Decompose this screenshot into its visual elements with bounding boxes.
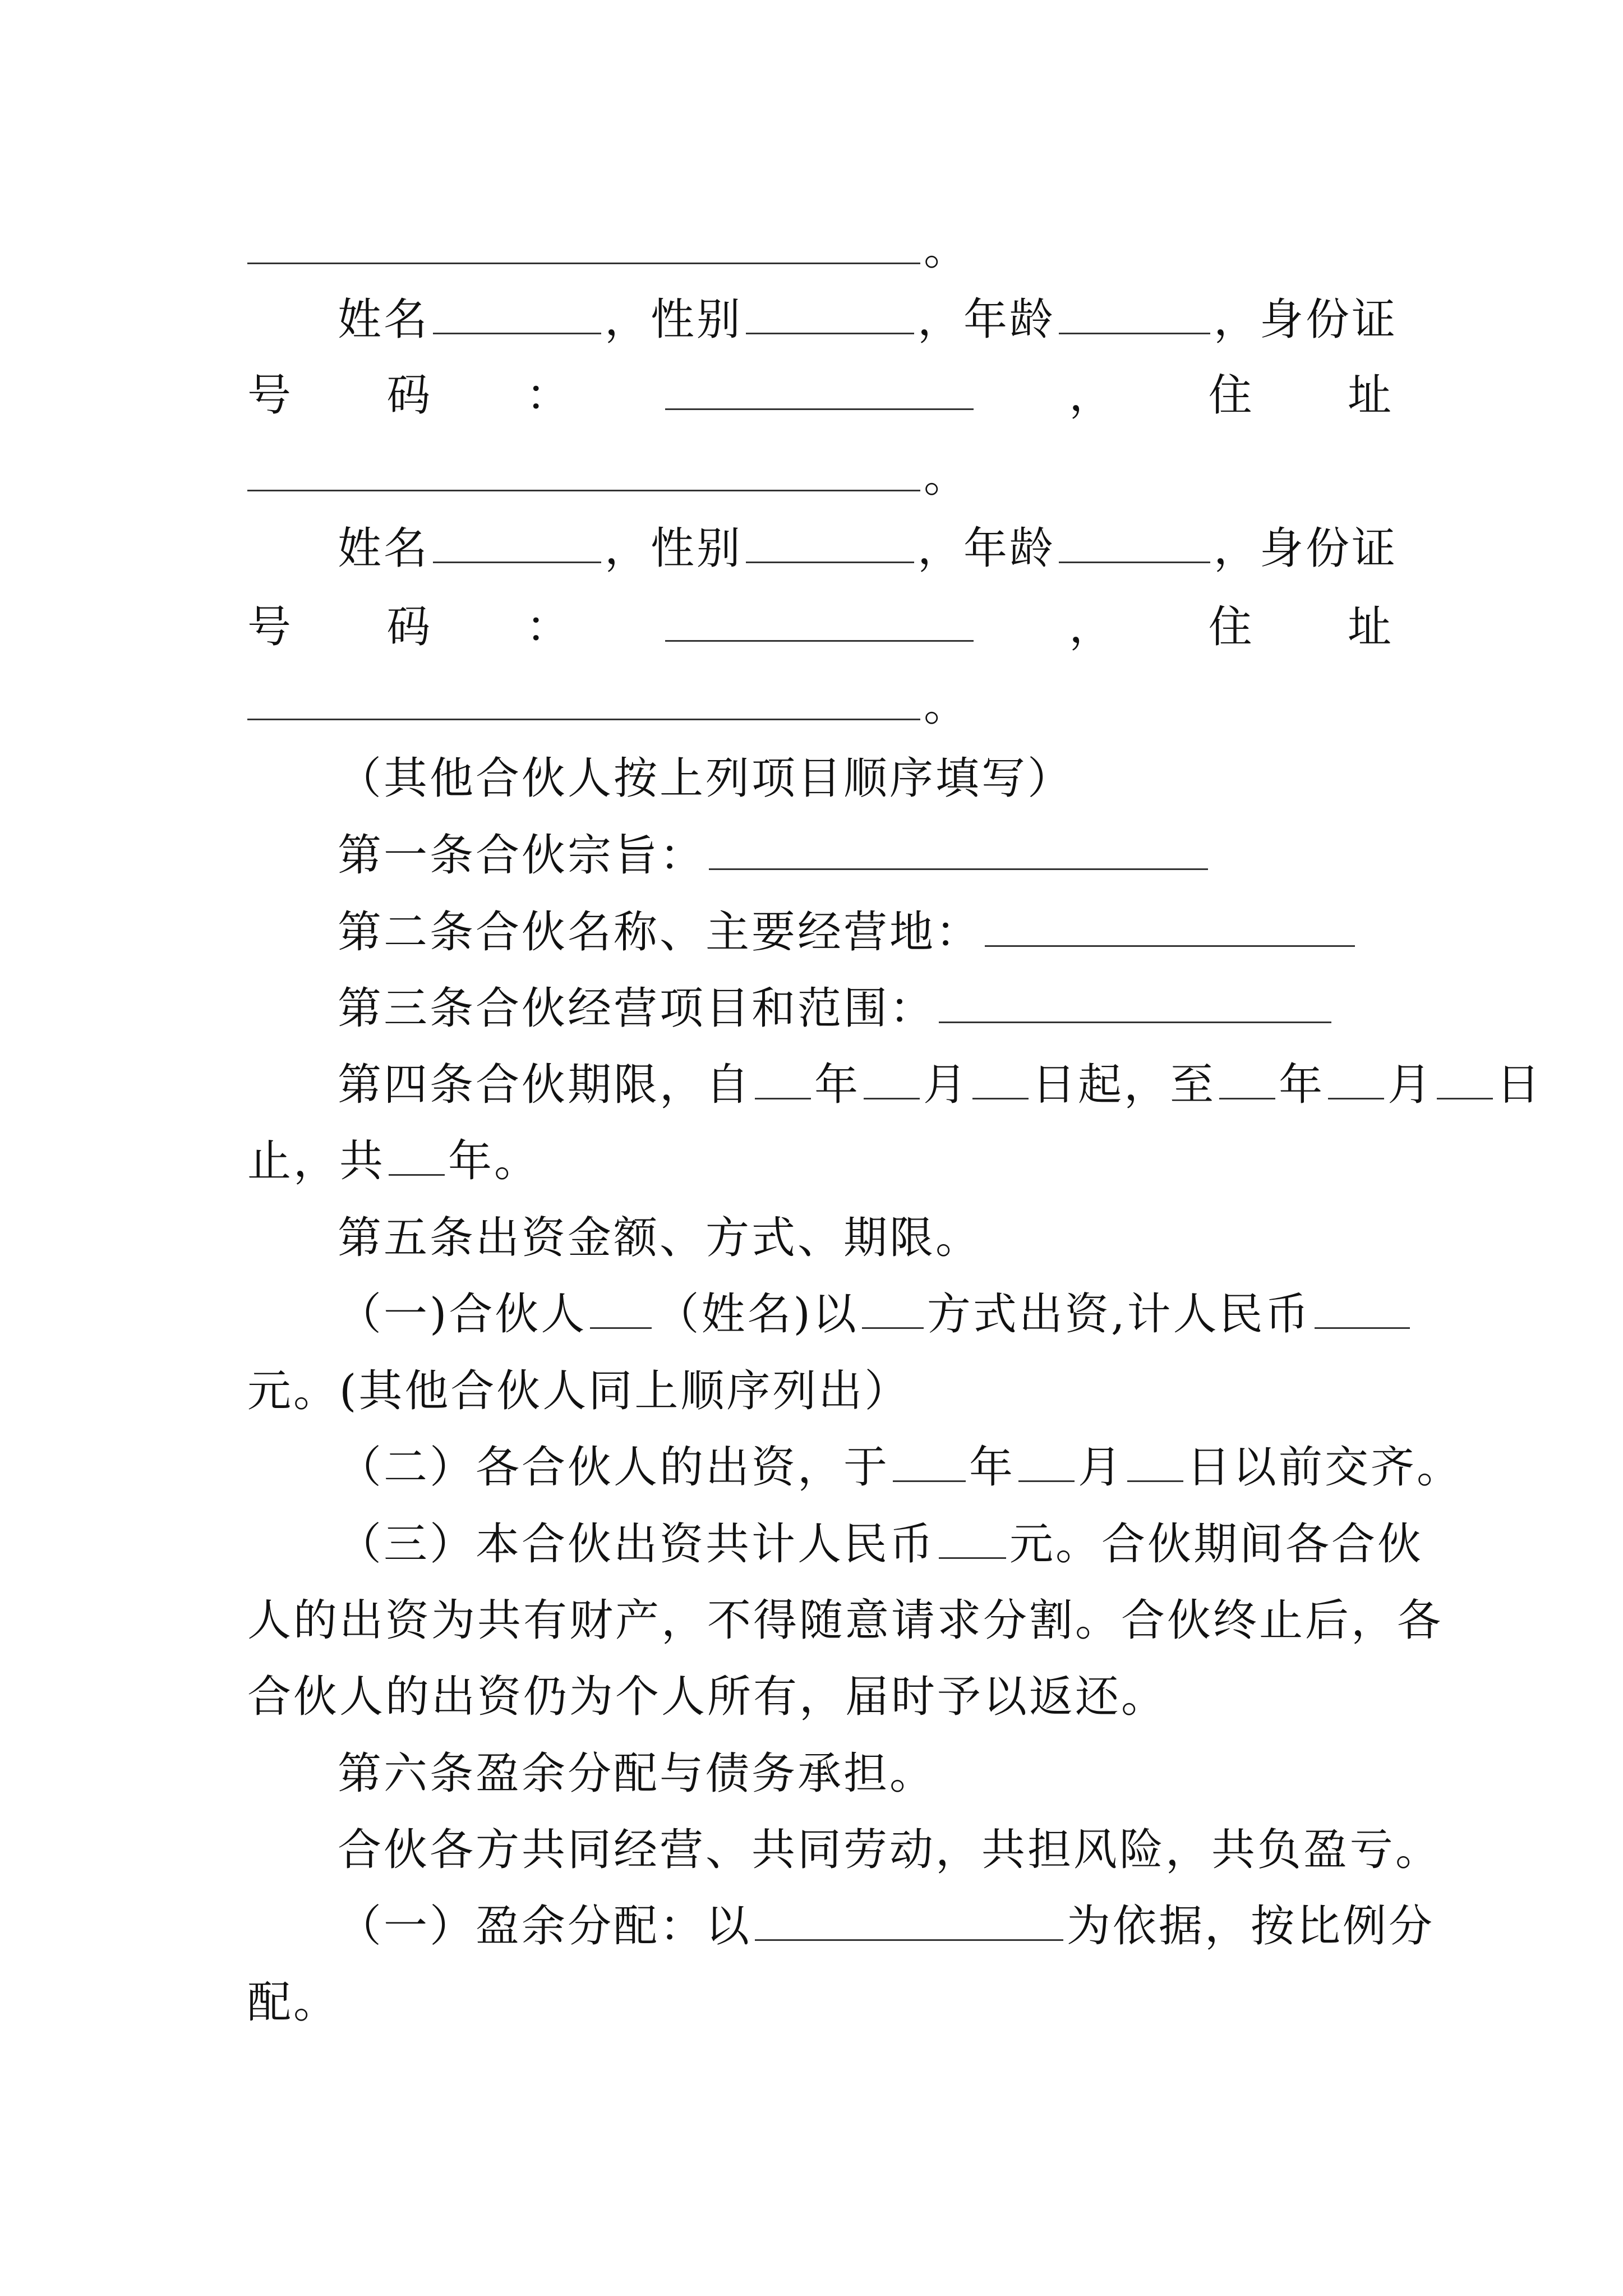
id-number-blank[interactable] (665, 374, 974, 410)
age-blank[interactable] (1059, 527, 1210, 563)
gender-blank[interactable] (746, 298, 914, 334)
article-6-item-1-cont: 配。 (247, 1977, 340, 2028)
name-location-blank[interactable] (985, 910, 1355, 947)
total-amount-blank[interactable] (939, 1522, 1006, 1559)
article-4: 第四条合伙期限，自 年 月 日起，至 年 月 日 (338, 1060, 1543, 1110)
start-year-blank[interactable] (755, 1063, 811, 1099)
address-blank[interactable] (247, 228, 920, 264)
due-month-blank[interactable] (1018, 1446, 1075, 1482)
instruction-note: （其他合伙人按上列项目顺序填写） (338, 753, 1074, 804)
address-blank[interactable] (247, 684, 920, 720)
id-number-line: 号 码 ： ， 住 址 (247, 370, 1391, 421)
name-blank[interactable] (433, 527, 601, 563)
age-blank[interactable] (1059, 298, 1210, 334)
article-5-item-3: （三）本合伙出资共计人民币 元。合伙期间各合伙 (338, 1519, 1424, 1570)
id-number-line: 号 码 ： ， 住 址 (247, 602, 1391, 652)
basis-blank[interactable] (755, 1904, 1063, 1941)
partner-info-line: 姓名 ，性别 ，年龄 ，身份证 (338, 523, 1398, 574)
end-day-blank[interactable] (1437, 1063, 1493, 1099)
gender-blank[interactable] (746, 527, 914, 563)
article-5-item-1: （一)合伙人 （姓名)以 方式出资,计人民币 (338, 1281, 1392, 1348)
address-line-1: 。 (247, 216, 1391, 283)
article-6: 第六条盈余分配与债务承担。 (338, 1749, 936, 1799)
article-3: 第三条合伙经营项目和范围： (338, 975, 1392, 1042)
end-year-blank[interactable] (1219, 1063, 1275, 1099)
article-2: 第二条合伙名称、主要经营地： (338, 899, 1392, 966)
id-number-blank[interactable] (665, 605, 974, 642)
purpose-blank[interactable] (709, 834, 1208, 870)
article-5-item-2: （二）各合伙人的出资，于 年 月 日以前交齐。 (338, 1442, 1463, 1493)
article-6-item-1: （一）盈余分配：以 为依据，按比例分 (338, 1901, 1435, 1952)
article-4-cont: 止，共 年。 (247, 1136, 541, 1186)
start-month-blank[interactable] (864, 1063, 920, 1099)
article-6-principle: 合伙各方共同经营、共同劳动，共担风险，共负盈亏。 (338, 1825, 1442, 1875)
address-blank[interactable] (247, 455, 920, 491)
partner-name-blank[interactable] (590, 1292, 652, 1329)
partner-info-line: 姓名 ，性别 ，年龄 ，身份证 (338, 295, 1398, 345)
due-day-blank[interactable] (1127, 1446, 1183, 1482)
name-blank[interactable] (433, 298, 601, 334)
start-day-blank[interactable] (972, 1063, 1029, 1099)
method-blank[interactable] (862, 1292, 924, 1329)
address-line: 。 (247, 443, 1391, 510)
article-5-item-1-cont: 元。(其他合伙人同上顺序列出） (247, 1366, 911, 1416)
scope-blank[interactable] (939, 987, 1331, 1023)
amount-blank[interactable] (1315, 1292, 1410, 1329)
total-years-blank[interactable] (389, 1139, 445, 1176)
end-month-blank[interactable] (1328, 1063, 1384, 1099)
address-line: 。 (247, 672, 1391, 739)
due-year-blank[interactable] (893, 1446, 966, 1482)
article-5-item-3-cont: 人的出资为共有财产，不得随意请求分割。合伙终止后，各 (247, 1595, 1444, 1646)
article-5: 第五条出资金额、方式、期限。 (338, 1213, 982, 1263)
article-5-item-3-cont: 合伙人的出资仍为个人所有，届时予以返还。 (247, 1672, 1168, 1722)
article-1: 第一条合伙宗旨： (338, 822, 1392, 889)
